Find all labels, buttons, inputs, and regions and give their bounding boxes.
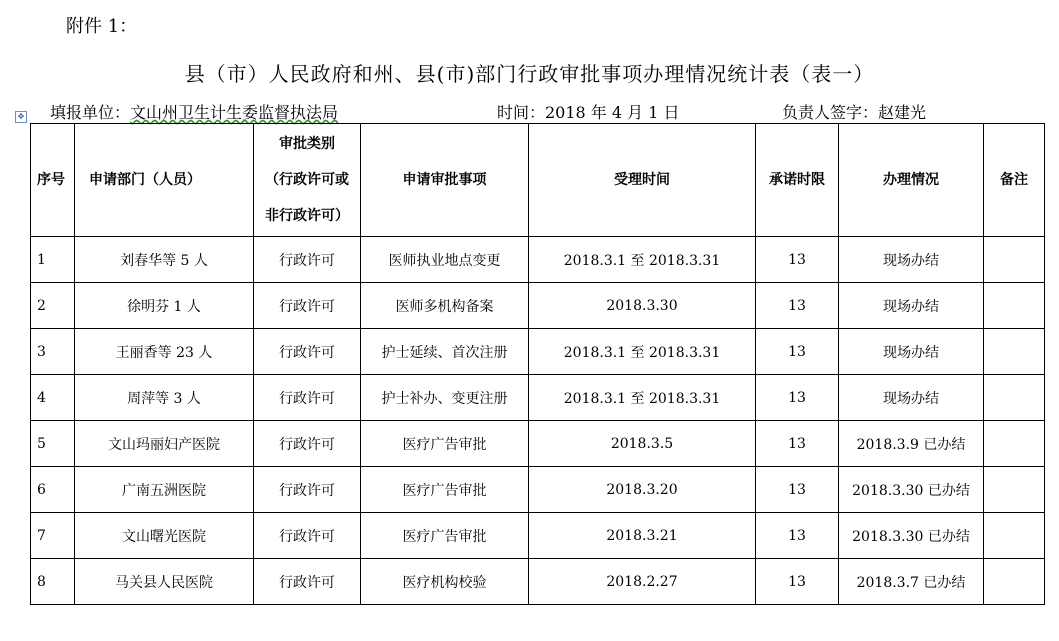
cell-status: 2018.3.30 已办结 (839, 513, 984, 559)
cell-limit: 13 (756, 513, 839, 559)
cell-status: 2018.3.30 已办结 (839, 467, 984, 513)
cell-index: 2 (31, 283, 75, 329)
cell-note (984, 421, 1045, 467)
cell-category: 行政许可 (254, 375, 361, 421)
header-category-line1: 审批类别 (279, 136, 335, 152)
header-category (254, 124, 361, 237)
table-row (31, 329, 1045, 375)
cell-department: 文山曙光医院 (75, 513, 254, 559)
cell-time: 2018.3.21 (529, 513, 756, 559)
header-department: 申请部门（人员） (75, 124, 254, 237)
cell-status: 2018.3.7 已办结 (839, 559, 984, 605)
cell-index: 7 (31, 513, 75, 559)
cell-note (984, 375, 1045, 421)
cell-status: 现场办结 (839, 237, 984, 283)
cell-time: 2018.2.27 (529, 559, 756, 605)
table-row (31, 283, 1045, 329)
header-index: 序号 (31, 124, 75, 237)
cell-item: 医师多机构备案 (361, 283, 529, 329)
table-row (31, 513, 1045, 559)
cell-note (984, 283, 1045, 329)
header-category-line2: （行政许可或 (265, 172, 349, 188)
cell-time: 2018.3.1 至 2018.3.31 (529, 237, 756, 283)
cell-category: 行政许可 (254, 421, 361, 467)
header-category-line3: 非行政许可） (265, 208, 349, 224)
cell-limit: 13 (756, 329, 839, 375)
table-row (31, 467, 1045, 513)
cell-index: 8 (31, 559, 75, 605)
table-row (31, 559, 1045, 605)
reporting-unit-value: 文山州卫生计生委监督执法局 (130, 103, 339, 122)
cell-department: 周萍等 3 人 (75, 375, 254, 421)
cell-item: 护士补办、变更注册 (361, 375, 529, 421)
cell-limit: 13 (756, 375, 839, 421)
cell-limit: 13 (756, 559, 839, 605)
cell-limit: 13 (756, 237, 839, 283)
cell-department: 王丽香等 23 人 (75, 329, 254, 375)
cell-item: 医疗广告审批 (361, 513, 529, 559)
statistics-table (30, 123, 1045, 605)
cell-time: 2018.3.20 (529, 467, 756, 513)
cell-item: 医疗机构校验 (361, 559, 529, 605)
table-move-handle-icon[interactable]: ✥ (15, 111, 27, 123)
cell-category: 行政许可 (254, 559, 361, 605)
header-limit: 承诺时限 (756, 124, 839, 237)
cell-category: 行政许可 (254, 513, 361, 559)
table-row (31, 237, 1045, 283)
cell-status: 现场办结 (839, 375, 984, 421)
cell-time: 2018.3.30 (529, 283, 756, 329)
header-note: 备注 (984, 124, 1045, 237)
cell-department: 徐明芬 1 人 (75, 283, 254, 329)
header-status: 办理情况 (839, 124, 984, 237)
cell-category: 行政许可 (254, 237, 361, 283)
cell-status: 2018.3.9 已办结 (839, 421, 984, 467)
cell-status: 现场办结 (839, 329, 984, 375)
cell-time: 2018.3.1 至 2018.3.31 (529, 329, 756, 375)
cell-note (984, 513, 1045, 559)
cell-time: 2018.3.1 至 2018.3.31 (529, 375, 756, 421)
header-time: 受理时间 (529, 124, 756, 237)
cell-limit: 13 (756, 421, 839, 467)
cell-index: 4 (31, 375, 75, 421)
cell-status: 现场办结 (839, 283, 984, 329)
cell-note (984, 329, 1045, 375)
cell-limit: 13 (756, 467, 839, 513)
cell-department: 广南五洲医院 (75, 467, 254, 513)
table-row (31, 375, 1045, 421)
cell-index: 1 (31, 237, 75, 283)
document-title: 县（市）人民政府和州、县(市)部门行政审批事项办理情况统计表（表一） (184, 62, 875, 86)
cell-item: 医疗广告审批 (361, 421, 529, 467)
table-row (31, 421, 1045, 467)
reporting-unit (50, 100, 338, 123)
attachment-label: 附件 1： (66, 16, 138, 37)
report-time: 时间：2018 年 4 月 1 日 (497, 103, 680, 122)
cell-department: 刘春华等 5 人 (75, 237, 254, 283)
reporting-unit-label: 填报单位： (50, 103, 131, 122)
responsible-signature: 负责人签字：赵建光 (782, 103, 927, 122)
cell-category: 行政许可 (254, 283, 361, 329)
cell-index: 5 (31, 421, 75, 467)
cell-department: 文山玛丽妇产医院 (75, 421, 254, 467)
cell-time: 2018.3.5 (529, 421, 756, 467)
cell-item: 医疗广告审批 (361, 467, 529, 513)
header-item: 申请审批事项 (361, 124, 529, 237)
cell-note (984, 237, 1045, 283)
cell-department: 马关县人民医院 (75, 559, 254, 605)
cell-item: 医师执业地点变更 (361, 237, 529, 283)
cell-category: 行政许可 (254, 467, 361, 513)
cell-category: 行政许可 (254, 329, 361, 375)
cell-index: 6 (31, 467, 75, 513)
cell-note (984, 559, 1045, 605)
cell-item: 护士延续、首次注册 (361, 329, 529, 375)
cell-note (984, 467, 1045, 513)
cell-index: 3 (31, 329, 75, 375)
cell-limit: 13 (756, 283, 839, 329)
table-header-row (31, 124, 1045, 237)
